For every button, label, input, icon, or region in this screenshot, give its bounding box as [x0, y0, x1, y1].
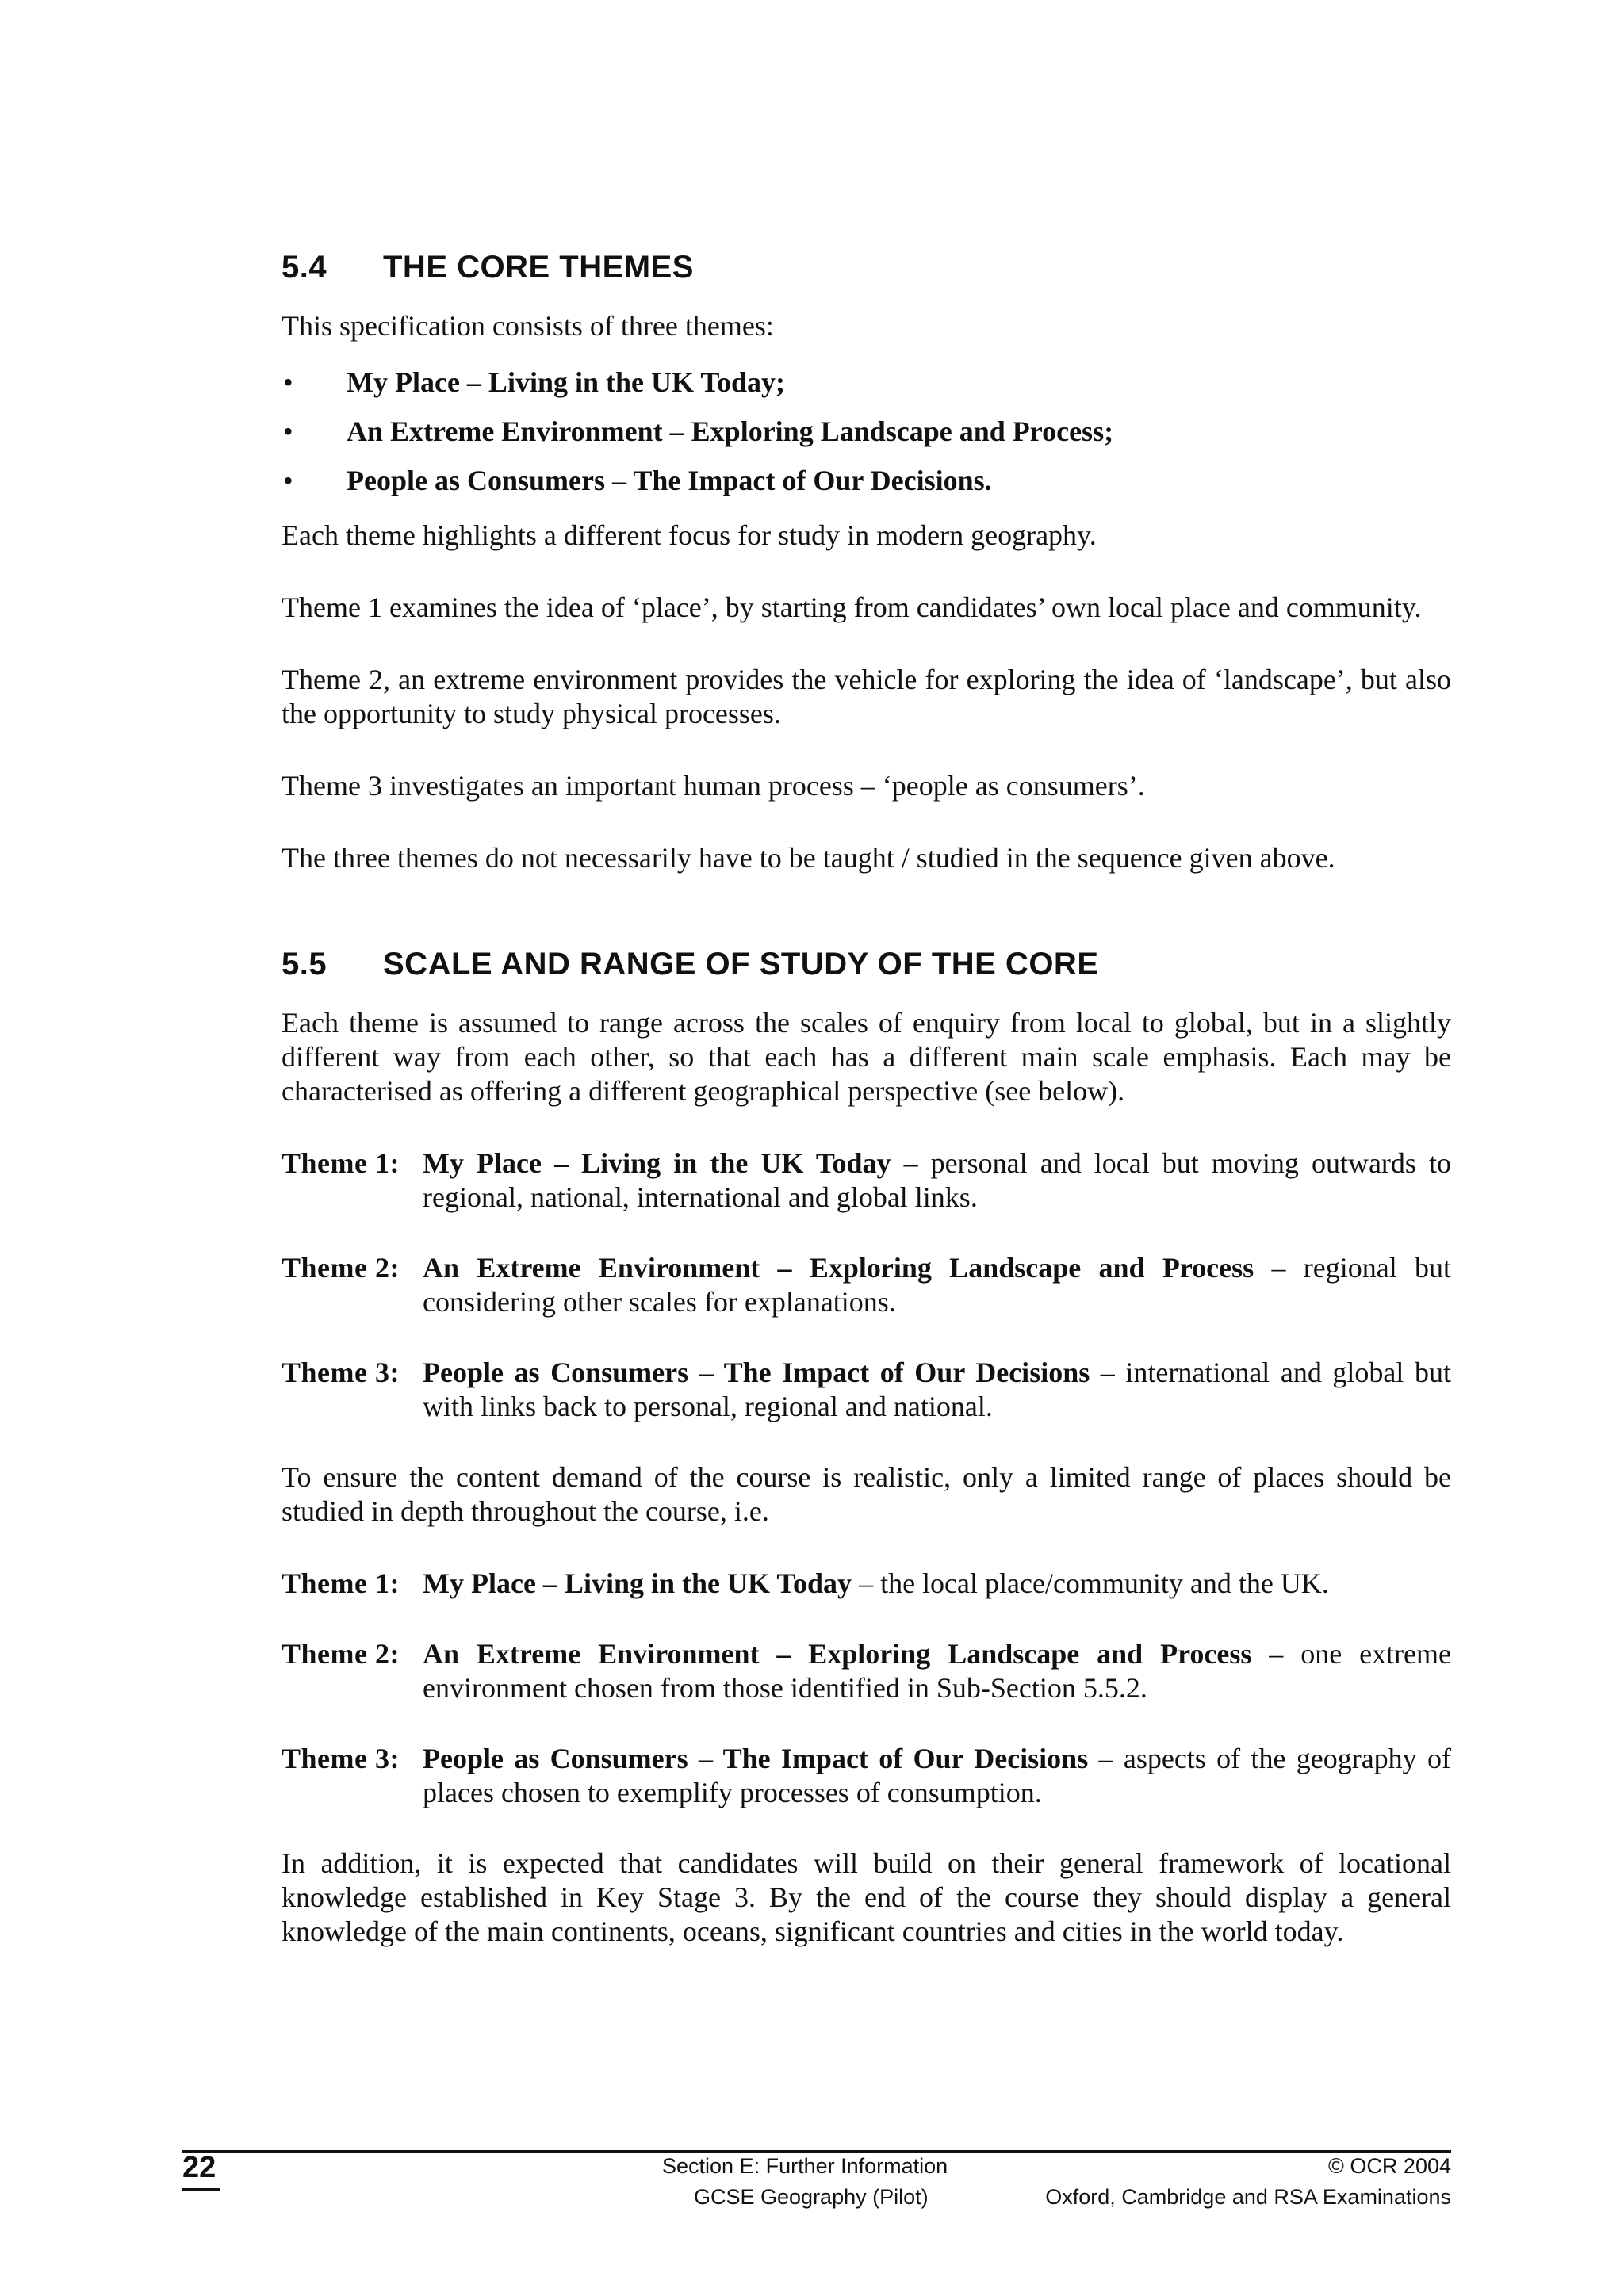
theme-body	[423, 1251, 1451, 1319]
theme-body	[423, 1356, 1451, 1424]
theme-text: – international and global but with links back to personal, regional and national.	[423, 1357, 1451, 1422]
footer-board: Oxford, Cambridge and RSA Examinations	[1045, 2185, 1451, 2209]
list-item	[282, 464, 1451, 498]
list-item	[282, 365, 1451, 400]
theme-title: People as Consumers – The Impact of Our Decisions	[423, 1357, 1090, 1388]
theme-title: An Extreme Environment – Exploring Landscape and Process	[423, 1252, 1254, 1284]
paragraph: Each theme highlights a different focus for study in modern geography.	[282, 519, 1097, 551]
document-page	[282, 250, 1451, 1987]
theme-label: Theme 2:	[282, 1638, 400, 1670]
theme-label: Theme 2:	[282, 1252, 400, 1284]
page-number-underline	[182, 2188, 220, 2191]
page-number: 22	[182, 2151, 216, 2184]
theme-body	[423, 1567, 1451, 1601]
section-number: 5.4	[282, 250, 327, 285]
section-heading-5-4	[282, 250, 1451, 285]
theme-body	[423, 1146, 1451, 1215]
list-item-text: My Place – Living in the UK Today;	[347, 366, 786, 398]
paragraph: Theme 3 investigates an important human process – ‘people as consumers’.	[282, 770, 1145, 802]
theme-body	[423, 1637, 1451, 1705]
theme-entry	[282, 1567, 1451, 1601]
section-number: 5.5	[282, 947, 327, 982]
theme-text: – regional but considering other scales for explanations.	[423, 1252, 1451, 1318]
section-title: SCALE AND RANGE OF STUDY OF THE CORE	[383, 947, 1099, 982]
theme-text: – the local place/community and the UK.	[852, 1567, 1329, 1599]
theme-label: Theme 3:	[282, 1743, 400, 1774]
theme-title: An Extreme Environment – Exploring Landscape and Process	[423, 1638, 1252, 1670]
paragraph: To ensure the content demand of the course is realistic, only a limited range of places should be studied in depth throughout the course, i.e.	[282, 1461, 1451, 1527]
theme-body	[423, 1742, 1451, 1810]
section-title: THE CORE THEMES	[383, 250, 694, 285]
paragraph: Theme 1 examines the idea of ‘place’, by starting from candidates’ own local place and community.	[282, 591, 1422, 623]
intro-paragraph: Each theme is assumed to range across the scales of enquiry from local to global, but in a slightly different way from each other, so that each has a different main scale emphasis. Each may be characterised as offering a different geographical perspective (see below).	[282, 1007, 1451, 1107]
closing-paragraph: In addition, it is expected that candidates will build on their general framework of locational knowledge established in Key Stage 3. By the end of the course they should display a general knowledge of the main continents, oceans, significant countries and cities in the world today.	[282, 1847, 1451, 1947]
footer-copyright: © OCR 2004	[1328, 2154, 1451, 2178]
list-item-text: An Extreme Environment – Exploring Landscape and Process;	[347, 415, 1114, 447]
theme-entry	[282, 1742, 1451, 1810]
bullet-icon: •	[283, 415, 293, 447]
bullet-icon: •	[283, 465, 293, 496]
theme-entry	[282, 1251, 1451, 1319]
paragraph: The three themes do not necessarily have to be taught / studied in the sequence given above.	[282, 842, 1335, 874]
footer-rule	[182, 2150, 1451, 2152]
theme-title: My Place – Living in the UK Today	[423, 1567, 852, 1599]
intro-paragraph: This specification consists of three themes:	[282, 310, 774, 342]
theme-text: – personal and local but moving outwards to regional, national, international and global links.	[423, 1147, 1451, 1213]
theme-label: Theme 1:	[282, 1147, 400, 1179]
theme-title: People as Consumers – The Impact of Our Decisions	[423, 1743, 1089, 1774]
footer-course: GCSE Geography (Pilot)	[694, 2185, 929, 2209]
list-item-text: People as Consumers – The Impact of Our Decisions.	[347, 465, 992, 496]
themes-list	[282, 365, 1451, 498]
theme-label: Theme 3:	[282, 1357, 400, 1388]
theme-text: – one extreme environment chosen from those identified in Sub-Section 5.5.2.	[423, 1638, 1452, 1704]
theme-label: Theme 1:	[282, 1567, 400, 1599]
footer-section: Section E: Further Information	[662, 2154, 948, 2178]
section-heading-5-5	[282, 947, 1451, 982]
list-item	[282, 415, 1451, 449]
theme-entry	[282, 1356, 1451, 1424]
theme-entry	[282, 1637, 1451, 1705]
paragraph: Theme 2, an extreme environment provides the vehicle for exploring the idea of ‘landscape’, but also the opportunity to study physical processes.	[282, 664, 1451, 729]
theme-title: My Place – Living in the UK Today	[423, 1147, 891, 1179]
theme-entry	[282, 1146, 1451, 1215]
bullet-icon: •	[283, 366, 293, 398]
theme-text: – aspects of the geography of places chosen to exemplify processes of consumption.	[423, 1743, 1451, 1808]
